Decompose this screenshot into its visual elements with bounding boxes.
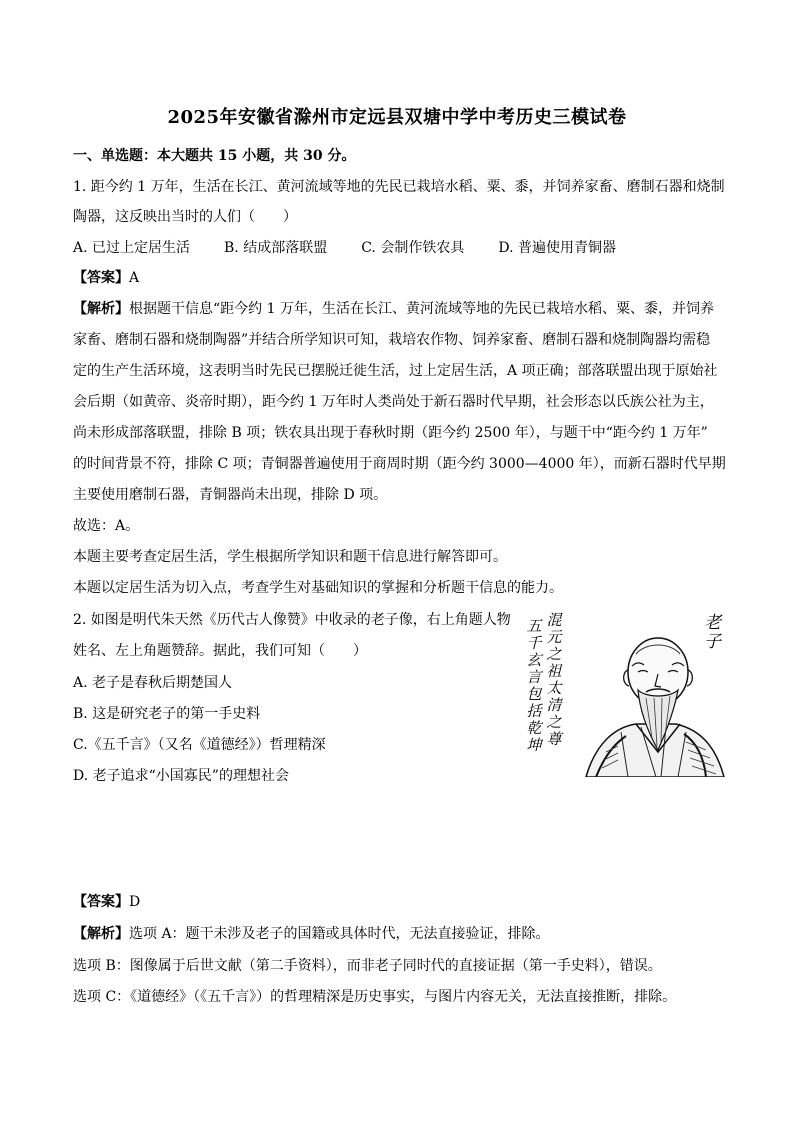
q2-analysis-line-3: 选项 C：《道德经》（《五千言》）的哲理精深是历史事实，与图片内容无关，无法直接推断，排除。	[73, 989, 677, 1005]
answer-label: 【答案】	[73, 894, 129, 910]
q1-stem-line-2: 陶器，这反映出当时的人们（ ）	[73, 209, 297, 225]
q1-analysis-line-7: 主要使用磨制石器，青铜器尚未出现，排除 D 项。	[73, 487, 388, 503]
q1-stem-line-1: 1. 距今约 1 万年，生活在长江、黄河流域等地的先民已栽培水稻、粟、黍，并饲养家畜、磨制石器和烧制	[73, 179, 725, 195]
inscription-col-1: 混元之祖太清之尊	[546, 611, 562, 748]
section-heading: 一、单选题：本大题共 15 小题，共 30 分。	[73, 148, 356, 164]
q1-option-d: D. 普遍使用青铜器	[498, 240, 616, 256]
q2-option-d: D. 老子追求“小国寡民”的理想社会	[73, 768, 289, 784]
analysis-text: 根据题干信息“距今约 1 万年，生活在长江、黄河流域等地的先民已栽培水稻、粟、黍，并饲养	[129, 301, 714, 317]
q2-option-c: C.《五千言》（又名《道德经》）哲理精深	[73, 737, 326, 753]
q1-analysis-line-2: 家畜、磨制石器和烧制陶器”并结合所学知识可知，栽培农作物、饲养家畜、磨制石器和烧制陶器均需稳	[73, 332, 711, 348]
q2-analysis-line-2: 选项 B：图像属于后世文献（第二手资料），而非老子同时代的直接证据（第一手史料），错误。	[73, 958, 662, 974]
q1-answer	[73, 268, 139, 288]
analysis-text: 选项 A：题干未涉及老子的国籍或具体时代，无法直接验证，排除。	[129, 926, 550, 942]
answer-value: A	[129, 270, 140, 286]
q1-option-a: A. 已过上定居生活	[73, 240, 191, 256]
laozi-portrait-icon	[566, 632, 726, 777]
q1-choice: 故选：A。	[73, 518, 140, 534]
q2-stem-line-2: 姓名、左上角题赞辞。据此，我们可知（ ）	[73, 643, 367, 659]
analysis-label: 【解析】	[73, 301, 129, 317]
q1-note-2: 本题以定居生活为切入点，考查学生对基础知识的掌握和分析题干信息的能力。	[73, 580, 563, 596]
q2-option-b: B. 这是研究老子的第一手史料	[73, 706, 261, 722]
inscription-col-2: 五千玄言包括乾坤	[526, 617, 542, 754]
q1-analysis-line-6: 的时间背景不符，排除 C 项；青铜器普遍使用于商周时期（距今约 3000—4000 年），而新石器时代早期	[73, 456, 726, 472]
answer-label: 【答案】	[73, 270, 129, 286]
q2-option-a: A. 老子是春秋后期楚国人	[73, 675, 233, 691]
q2-answer	[73, 892, 140, 912]
q2-stem-line-1: 2. 如图是明代朱天然《历代古人像赞》中收录的老子像，右上角题人物	[73, 612, 511, 628]
q1-analysis-line-3: 定的生产生活环境，这表明当时先民已摆脱迁徙生活，过上定居生活，A 项正确；部落联盟出现于原始社	[73, 363, 718, 379]
q1-analysis-line-5: 尚未形成部落联盟，排除 B 项；铁农具出现于春秋时期（距今约 2500 年），与题干中“距今约 1 万年”	[73, 425, 708, 441]
answer-value: D	[129, 894, 141, 910]
analysis-label: 【解析】	[73, 926, 129, 942]
q1-options	[73, 238, 616, 258]
q1-option-c: C. 会制作铁农具	[361, 240, 465, 256]
q1-option-b: B. 结成部落联盟	[224, 240, 328, 256]
laozi-portrait-figure	[526, 612, 726, 777]
q1-analysis-line-4: 会后期（如黄帝、炎帝时期），距今约 1 万年时人类尚处于新石器时代早期，社会形态以氏族公社为主，	[73, 394, 714, 410]
portrait-name: 老子	[704, 613, 721, 652]
q1-note-1: 本题主要考查定居生活，学生根据所学知识和题干信息进行解答即可。	[73, 549, 507, 565]
page-title: 2025年安徽省滁州市定远县双塘中学中考历史三模试卷	[167, 107, 627, 128]
q1-analysis-line-1	[73, 299, 714, 319]
q2-analysis-line-1	[73, 924, 550, 944]
